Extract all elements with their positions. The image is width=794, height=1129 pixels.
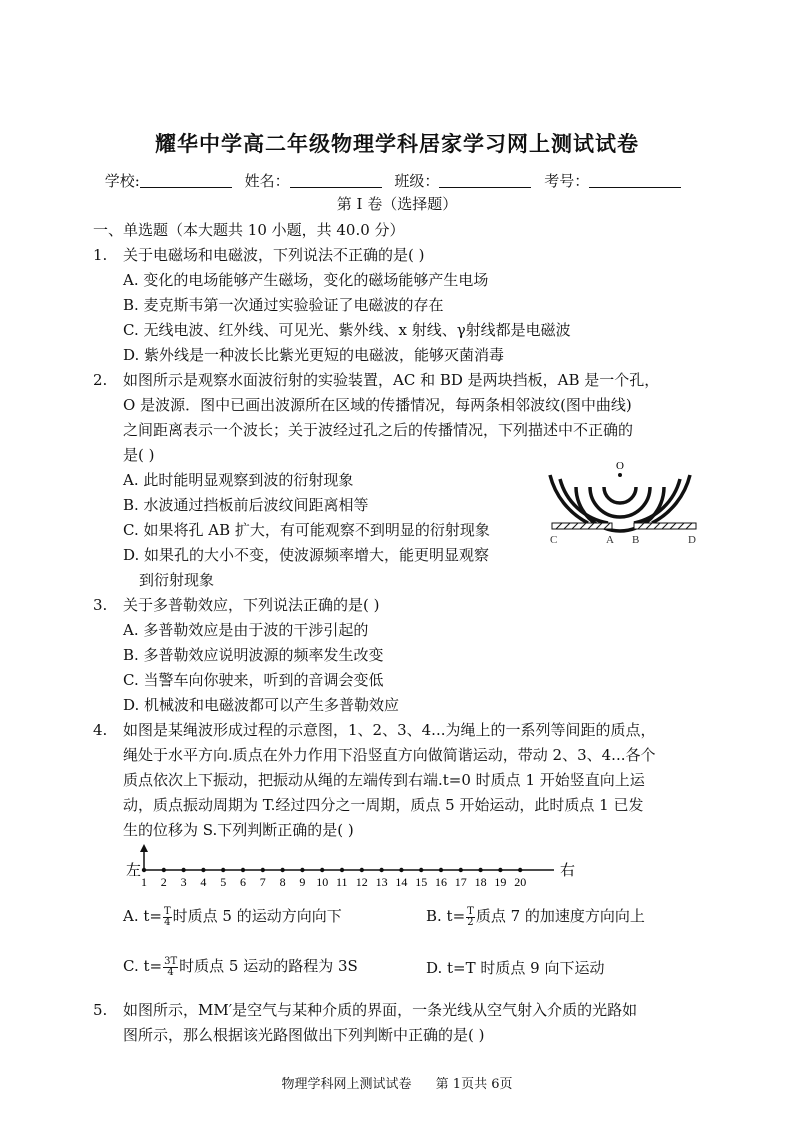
option-b: B. 水波通过挡板前后波纹间距离相等 — [123, 496, 369, 514]
name-label: 姓名： — [244, 172, 290, 190]
question-number: 3. — [93, 596, 108, 614]
fraction-t-over-2: $\frac{T}{2}$ — [467, 905, 474, 928]
option-d: D. 机械波和电磁波都可以产生多普勒效应 — [123, 696, 400, 714]
rope-point-label: 10 — [316, 875, 329, 889]
question-stem-line: 如图是某绳波形成过程的示意图，1、2、3、4...为绳上的一系列等间距的质点， — [123, 721, 656, 739]
rope-point-label: 20 — [514, 875, 527, 889]
rope-point-label: 8 — [279, 875, 286, 889]
option-c: C. 无线电波、红外线、可见光、紫外线、x 射线、γ射线都是电磁波 — [123, 321, 571, 339]
rope-point-label: 9 — [299, 875, 306, 889]
q4-option-d: D. t=T 时质点 9 向下运动 — [426, 959, 605, 977]
question-3 — [93, 593, 703, 718]
volume-label: 第 I 卷（选择题） — [336, 195, 458, 213]
rope-point-label: 1 — [141, 875, 147, 889]
rope-point — [478, 868, 482, 872]
page-number: 第 1页共 6页 — [435, 1077, 513, 1092]
rope-point — [379, 868, 383, 872]
question-1 — [93, 243, 703, 368]
rope-figure — [124, 840, 604, 890]
rope-point-label: 2 — [160, 875, 167, 889]
rope-point — [261, 868, 265, 872]
fraction-t-over-4: $\frac{T}{4}$ — [163, 905, 171, 928]
rope-point — [439, 868, 443, 872]
section-heading: 一、单选题（本大题共 10 小题，共 40.0 分） — [93, 221, 405, 239]
option-c: C. 当警车向你驶来，听到的音调会变低 — [123, 671, 384, 689]
option-b-text: 质点 7 的加速度方向向上 — [475, 907, 645, 925]
rope-point-label: 11 — [336, 875, 348, 889]
option-c-prefix: C. t= — [123, 957, 163, 975]
page-footer — [0, 1073, 794, 1092]
option-d-continued: 到衍射现象 — [139, 571, 215, 589]
question-4 — [93, 718, 713, 843]
question-stem-line: 是( ) — [123, 446, 155, 464]
rope-point-label: 18 — [474, 875, 487, 889]
question-number: 4. — [93, 721, 108, 739]
rope-point — [459, 868, 463, 872]
rope-point-label: 3 — [180, 875, 187, 889]
rope-point-label: 19 — [494, 875, 507, 889]
rope-point-label: 7 — [259, 875, 266, 889]
rope-point — [518, 868, 522, 872]
rope-point — [142, 868, 146, 872]
option-a: A. 此时能明显观察到波的衍射现象 — [123, 471, 354, 489]
school-label: 学校: — [104, 172, 140, 190]
option-c-text: 时质点 5 运动的路程为 3S — [179, 957, 358, 975]
question-number: 5. — [93, 1001, 108, 1019]
option-b: B. 麦克斯韦第一次通过实验验证了电磁波的存在 — [123, 296, 444, 314]
question-number: 1. — [93, 246, 108, 264]
question-5 — [93, 998, 713, 1048]
option-b-prefix: B. t= — [426, 907, 466, 925]
question-stem-line: 绳处于水平方向.质点在外力作用下沿竖直方向做简谐运动，带动 2、3、4...各个 — [123, 746, 656, 764]
label-left: 左 — [126, 861, 142, 879]
question-number: 2. — [93, 371, 108, 389]
wavefront-1 — [604, 487, 636, 503]
question-stem-line: 如图所示是观察水面波衍射的实验装置，AC 和 BD 是两块挡板，AB 是一个孔， — [123, 371, 660, 389]
question-stem-line: 如图所示，MM′是空气与某种介质的界面，一条光线从空气射入介质的光路如 — [123, 1001, 638, 1019]
rope-point-label: 5 — [220, 875, 227, 889]
wavefront-4-right — [634, 479, 680, 523]
rope-point — [221, 868, 225, 872]
fraction-3t-over-4: $\frac{3T}{4}$ — [164, 955, 178, 978]
page-title: 耀华中学高二年级物理学科居家学习网上测试试卷 — [155, 131, 639, 156]
rope-point-label: 15 — [415, 875, 428, 889]
option-a-prefix: A. t= — [123, 907, 162, 925]
question-stem-line: 图所示，那么根据该光路图做出下列判断中正确的是( ) — [123, 1026, 485, 1044]
rope-point — [498, 868, 502, 872]
footer-title: 物理学科网上测试试卷 — [281, 1077, 412, 1092]
rope-point-label: 16 — [435, 875, 447, 889]
wavefront-4-left — [560, 479, 608, 523]
label-a: A — [606, 534, 614, 546]
question-stem-line: O 是波源．图中已画出波源所在区域的传播情况，每两条相邻波纹(图中曲线) — [123, 396, 632, 414]
rope-point — [320, 868, 324, 872]
rope-point-label: 17 — [454, 875, 467, 889]
rope-point-label: 13 — [375, 875, 388, 889]
option-d: D. 如果孔的大小不变，使波源频率增大，能更明显观察 — [123, 546, 490, 564]
rope-point — [241, 868, 245, 872]
label-b: B — [632, 534, 640, 546]
student-info-line — [0, 170, 794, 191]
option-a-text: 时质点 5 的运动方向向下 — [172, 907, 342, 925]
rope-point — [162, 868, 166, 872]
rope-point — [340, 868, 344, 872]
school-blank[interactable] — [140, 173, 232, 188]
question-stem: 关于电磁场和电磁波，下列说法不正确的是( ) — [123, 246, 425, 264]
option-c: C. 如果将孔 AB 扩大，有可能观察不到明显的衍射现象 — [123, 521, 490, 539]
class-label: 班级： — [394, 172, 440, 190]
q4-option-b — [426, 905, 645, 928]
question-stem-line: 生的位移为 S.下列判断正确的是( ) — [123, 821, 354, 839]
wave-source-dot — [618, 473, 622, 477]
rope-point-label: 6 — [240, 875, 246, 889]
rope-point-label: 4 — [200, 875, 207, 889]
label-o: O — [616, 460, 624, 472]
exam-no-blank[interactable] — [589, 173, 681, 188]
rope-point — [201, 868, 205, 872]
rope-points — [141, 868, 526, 889]
rope-point — [181, 868, 185, 872]
label-right: 右 — [560, 861, 576, 879]
rope-point-label: 12 — [355, 875, 368, 889]
arrow-head — [140, 844, 148, 852]
rope-point-label: 14 — [395, 875, 408, 889]
rope-point — [280, 868, 284, 872]
name-blank[interactable] — [290, 173, 382, 188]
option-d: D. 紫外线是一种波长比紫光更短的电磁波，能够灭菌消毒 — [123, 346, 505, 364]
q4-option-a — [123, 905, 342, 928]
q4-option-c — [123, 955, 358, 978]
exam-no-label: 考号： — [544, 172, 590, 190]
question-stem: 关于多普勒效应，下列说法正确的是( ) — [123, 596, 380, 614]
question-stem-line: 质点依次上下振动，把振动从绳的左端传到右端.t=0 时质点 1 开始竖直向上运 — [123, 771, 645, 789]
label-d: D — [688, 534, 696, 546]
label-c: C — [550, 534, 558, 546]
option-b: B. 多普勒效应说明波源的频率发生改变 — [123, 646, 384, 664]
option-a: A. 多普勒效应是由于波的干涉引起的 — [123, 621, 369, 639]
rope-point — [399, 868, 403, 872]
rope-point — [419, 868, 423, 872]
question-stem-line: 动，质点振动周期为 T.经过四分之一周期，质点 5 开始运动，此时质点 1 已发 — [123, 796, 644, 814]
class-blank[interactable] — [439, 173, 531, 188]
option-a: A. 变化的电场能够产生磁场，变化的磁场能够产生电场 — [123, 271, 489, 289]
rope-point — [360, 868, 364, 872]
rope-point — [300, 868, 304, 872]
question-stem-line: 之间距离表示一个波长；关于波经过孔之后的传播情况，下列描述中不正确的 — [123, 421, 634, 439]
diffraction-figure — [548, 455, 700, 547]
